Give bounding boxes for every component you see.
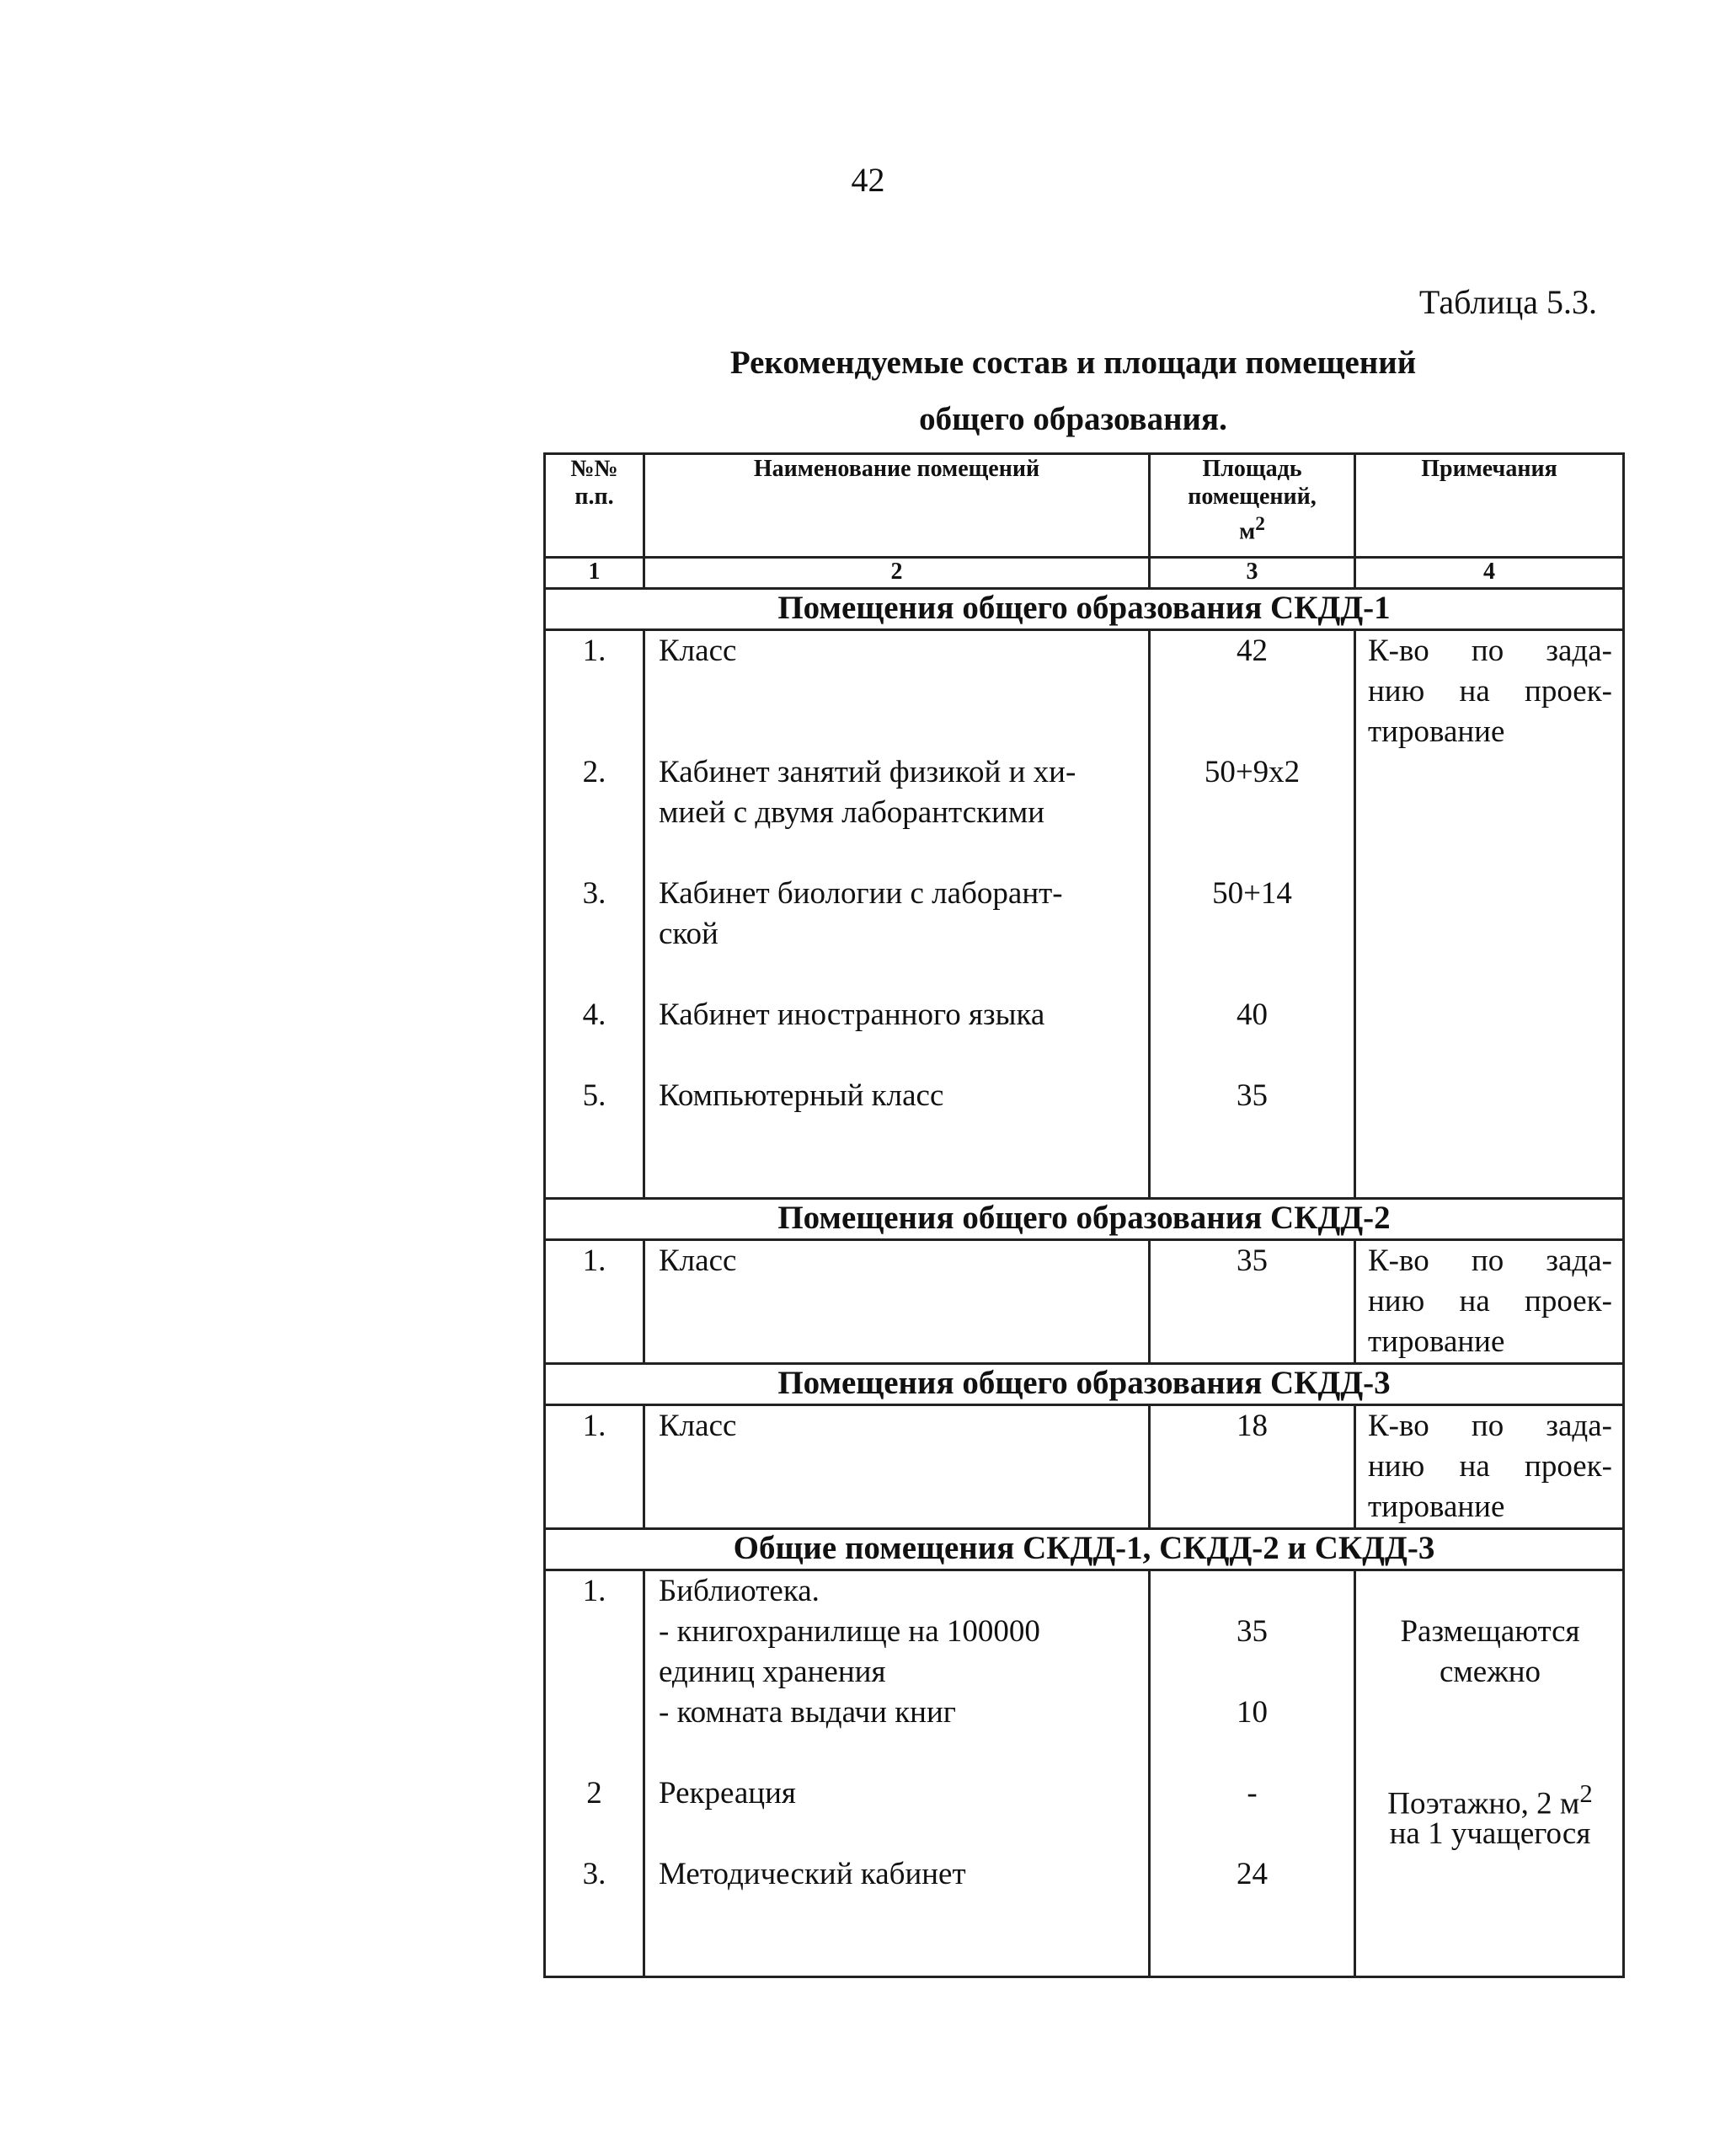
room-name-line: [659, 1322, 1141, 1362]
room-name-line: [659, 1854, 1141, 1895]
section-heading: Помещения общего образования СКДД-3: [545, 1364, 1624, 1405]
number-line: [546, 1612, 643, 1652]
area-line-text: 35: [1237, 1078, 1268, 1113]
room-name-line-text: Класс: [659, 1409, 737, 1443]
header-area-line-3: [1151, 511, 1354, 545]
note-line-text: смежно: [1439, 1655, 1541, 1689]
room-name-line: [659, 1281, 1141, 1322]
number-line: [546, 1854, 643, 1895]
note-line-text: тирование: [1368, 714, 1505, 749]
number-line: [546, 1895, 643, 1935]
number-line-text: 1.: [582, 1409, 606, 1443]
page-number: 42: [851, 161, 885, 199]
note-line-text: нию на проек-: [1368, 674, 1612, 709]
note-line: [1368, 1447, 1612, 1487]
note-line-text: нию на проек-: [1368, 1284, 1612, 1318]
header-area-unit: м: [1239, 518, 1256, 545]
room-name-line-text: - книгохранилище на 100000: [659, 1614, 1040, 1649]
area-line-text: 24: [1237, 1857, 1268, 1891]
number-line: [546, 1281, 643, 1322]
room-name-cell: [644, 1240, 1150, 1364]
area-line: [1151, 1571, 1354, 1612]
area-line: [1151, 752, 1354, 793]
area-line: [1151, 1406, 1354, 1447]
area-line: [1151, 1733, 1354, 1773]
area-line-text: 42: [1237, 634, 1268, 668]
note-line: [1368, 712, 1612, 752]
number-line-text: 1.: [582, 1574, 606, 1608]
section-rows: [545, 1570, 1624, 1977]
note-line-text: Размещаются: [1400, 1614, 1580, 1649]
area-line-text: 35: [1237, 1614, 1268, 1649]
number-line-text: 5.: [582, 1078, 606, 1113]
area-cell: [1150, 1240, 1355, 1364]
area-line: [1151, 1487, 1354, 1527]
number-line-text: 3.: [582, 1857, 606, 1891]
area-line: [1151, 1693, 1354, 1733]
note-line-text: Поэтажно, 2 м: [1387, 1786, 1580, 1821]
number-line: [546, 1241, 643, 1281]
note-line: [1368, 1612, 1612, 1652]
number-line-text: 4.: [582, 997, 606, 1032]
note-line-text: К-во по зада-: [1368, 634, 1612, 668]
area-line: [1151, 914, 1354, 955]
section-rows: [545, 1405, 1624, 1529]
room-name-line-text: Библиотека.: [659, 1574, 820, 1608]
column-number: 1: [545, 558, 644, 589]
number-line: [546, 1935, 643, 1976]
section-heading: Общие помещения СКДД-1, СКДД-2 и СКДД-3: [545, 1529, 1624, 1570]
number-line: [546, 1652, 643, 1693]
room-name-line: [659, 995, 1141, 1035]
number-line: [546, 914, 643, 955]
room-name-line: [659, 1612, 1141, 1652]
table-title-line-1: Рекомендуемые состав и площади помещений: [729, 345, 1417, 381]
room-name-line: [659, 1935, 1141, 1976]
rooms-table: [543, 452, 1625, 1978]
section-heading: Помещения общего образования СКДД-1: [545, 589, 1624, 630]
number-line: [546, 995, 643, 1035]
area-cell: [1150, 1570, 1355, 1977]
note-line: [1368, 1773, 1612, 1821]
room-name-line-text: Кабинет биологии с лаборант-: [659, 876, 1063, 911]
note-line: [1368, 1322, 1612, 1362]
area-line-text: 40: [1237, 997, 1268, 1032]
number-line: [546, 752, 643, 793]
room-name-line: [659, 1733, 1141, 1773]
note-line-text: К-во по зада-: [1368, 1243, 1612, 1278]
area-line: [1151, 1814, 1354, 1854]
room-name-line: [659, 793, 1141, 833]
header-area-line-2: помещений,: [1188, 484, 1317, 510]
area-line: [1151, 631, 1354, 671]
note-line-text: тирование: [1368, 1490, 1505, 1524]
table-label: Таблица 5.3.: [1418, 283, 1597, 321]
area-cell: [1150, 630, 1355, 1199]
room-name-line-text: - комната выдачи книг: [659, 1695, 956, 1730]
note-cell: [1355, 630, 1624, 1199]
note-line-text: нию на проек-: [1368, 1449, 1612, 1484]
header-row: [545, 454, 1624, 558]
area-line: [1151, 1773, 1354, 1814]
note-line-text: тирование: [1368, 1324, 1505, 1359]
number-cell: [545, 1240, 644, 1364]
note-line: [1368, 1814, 1612, 1854]
room-name-line-text: Класс: [659, 1243, 737, 1278]
header-number-line-2: п.п.: [574, 484, 614, 510]
note-line-text: на 1 учащегося: [1389, 1816, 1591, 1851]
room-name-line: [659, 1447, 1141, 1487]
room-name-line-text: Методический кабинет: [659, 1857, 966, 1891]
number-line: [546, 874, 643, 914]
room-name-line: [659, 1773, 1141, 1814]
room-name-line-text: Компьютерный класс: [659, 1078, 944, 1113]
room-name-line: [659, 1116, 1141, 1157]
header-notes: Примечания: [1355, 454, 1624, 558]
room-name-line: [659, 874, 1141, 914]
room-name-cell: [644, 630, 1150, 1199]
room-name-line: [659, 671, 1141, 712]
area-line: [1151, 955, 1354, 995]
section-heading: Помещения общего образования СКДД-2: [545, 1199, 1624, 1240]
area-line: [1151, 1157, 1354, 1197]
room-name-line: [659, 914, 1141, 955]
column-number: 3: [1150, 558, 1355, 589]
note-line: [1368, 1733, 1612, 1773]
note-line: [1368, 1241, 1612, 1281]
section-heading-row: [545, 1529, 1624, 1570]
number-line: [546, 1814, 643, 1854]
room-name-line-text: мией с двумя лаборантскими: [659, 795, 1045, 830]
room-name-line-text: Рекреация: [659, 1776, 796, 1810]
note-line: [1368, 631, 1612, 671]
note-unit-exponent: 2: [1579, 1779, 1593, 1808]
number-line: [546, 1447, 643, 1487]
note-cell: [1355, 1570, 1624, 1977]
room-name-line: [659, 1406, 1141, 1447]
area-line: [1151, 671, 1354, 712]
number-line-text: 1.: [582, 634, 606, 668]
area-line: [1151, 1241, 1354, 1281]
note-line-text: К-во по зада-: [1368, 1409, 1612, 1443]
number-line: [546, 1322, 643, 1362]
number-line: [546, 1733, 643, 1773]
number-line-text: 2.: [582, 755, 606, 789]
column-number: 2: [644, 558, 1150, 589]
area-cell: [1150, 1405, 1355, 1529]
number-line-text: 1.: [582, 1243, 606, 1278]
number-line: [546, 712, 643, 752]
number-line: [546, 1116, 643, 1157]
area-line-text: 50+14: [1212, 876, 1292, 911]
room-name-line: [659, 1652, 1141, 1693]
header-area: [1150, 454, 1355, 558]
number-line: [546, 1406, 643, 1447]
note-line: [1368, 1652, 1612, 1693]
area-line-text: 50+9х2: [1204, 755, 1301, 789]
number-line: [546, 1693, 643, 1733]
section-heading-row: [545, 1364, 1624, 1405]
room-name-line: [659, 1693, 1141, 1733]
number-line-text: 2: [586, 1776, 602, 1810]
number-cell: [545, 1570, 644, 1977]
area-line-text: 18: [1237, 1409, 1268, 1443]
area-line: [1151, 1612, 1354, 1652]
number-line: [546, 671, 643, 712]
note-line: [1368, 1406, 1612, 1447]
header-number-line-1: №№: [570, 456, 618, 482]
number-line: [546, 793, 643, 833]
room-name-line-text: единиц хранения: [659, 1655, 886, 1689]
room-name-line: [659, 833, 1141, 874]
header-number: [545, 454, 644, 558]
area-line: [1151, 1854, 1354, 1895]
column-number: 4: [1355, 558, 1624, 589]
note-line: [1368, 1487, 1612, 1527]
area-line: [1151, 833, 1354, 874]
room-name-line: [659, 752, 1141, 793]
note-cell: [1355, 1240, 1624, 1364]
room-name-line: [659, 1076, 1141, 1116]
area-line: [1151, 1035, 1354, 1076]
section-heading-row: [545, 1199, 1624, 1240]
area-line: [1151, 874, 1354, 914]
area-line: [1151, 1652, 1354, 1693]
area-line: [1151, 995, 1354, 1035]
room-name-line: [659, 1814, 1141, 1854]
number-line: [546, 833, 643, 874]
number-line-text: 3.: [582, 876, 606, 911]
area-line: [1151, 1895, 1354, 1935]
number-line: [546, 631, 643, 671]
note-cell: [1355, 1405, 1624, 1529]
room-name-line: [659, 1895, 1141, 1935]
area-line: [1151, 1447, 1354, 1487]
room-name-line: [659, 1241, 1141, 1281]
note-line: [1368, 1571, 1612, 1612]
room-name-line: [659, 955, 1141, 995]
room-name-line: [659, 1035, 1141, 1076]
room-name-line-text: Кабинет иностранного языка: [659, 997, 1045, 1032]
header-area-line-1: Площадь: [1202, 456, 1302, 482]
section-heading-row: [545, 589, 1624, 630]
number-line: [546, 1157, 643, 1197]
room-name-line: [659, 712, 1141, 752]
room-name-cell: [644, 1405, 1150, 1529]
area-line: [1151, 1116, 1354, 1157]
room-name-line-text: Класс: [659, 634, 737, 668]
room-name-line: [659, 1571, 1141, 1612]
section-rows: [545, 630, 1624, 1199]
area-line-text: 35: [1237, 1243, 1268, 1278]
number-cell: [545, 1405, 644, 1529]
number-line: [546, 1035, 643, 1076]
area-line: [1151, 1076, 1354, 1116]
number-line: [546, 1773, 643, 1814]
column-numbers-row: [545, 558, 1624, 589]
room-name-cell: [644, 1570, 1150, 1977]
area-line: [1151, 1935, 1354, 1976]
room-name-line: [659, 1157, 1141, 1197]
area-line: [1151, 1281, 1354, 1322]
header-area-unit-exponent: 2: [1255, 513, 1265, 535]
area-line: [1151, 1322, 1354, 1362]
number-line: [546, 1076, 643, 1116]
note-line: [1368, 671, 1612, 712]
area-line-text: 10: [1237, 1695, 1268, 1730]
number-cell: [545, 630, 644, 1199]
number-line: [546, 1571, 643, 1612]
room-name-line-text: Кабинет занятий физикой и хи-: [659, 755, 1076, 789]
number-line: [546, 1487, 643, 1527]
room-name-line: [659, 631, 1141, 671]
room-name-line: [659, 1487, 1141, 1527]
number-line: [546, 955, 643, 995]
note-line: [1368, 1693, 1612, 1733]
note-line: [1368, 1281, 1612, 1322]
area-line-text: -: [1247, 1776, 1258, 1810]
room-name-line-text: ской: [659, 917, 718, 951]
section-rows: [545, 1240, 1624, 1364]
header-room-name: Наименование помещений: [644, 454, 1150, 558]
area-line: [1151, 793, 1354, 833]
area-line: [1151, 712, 1354, 752]
table-title-line-2: общего образования.: [919, 401, 1227, 437]
